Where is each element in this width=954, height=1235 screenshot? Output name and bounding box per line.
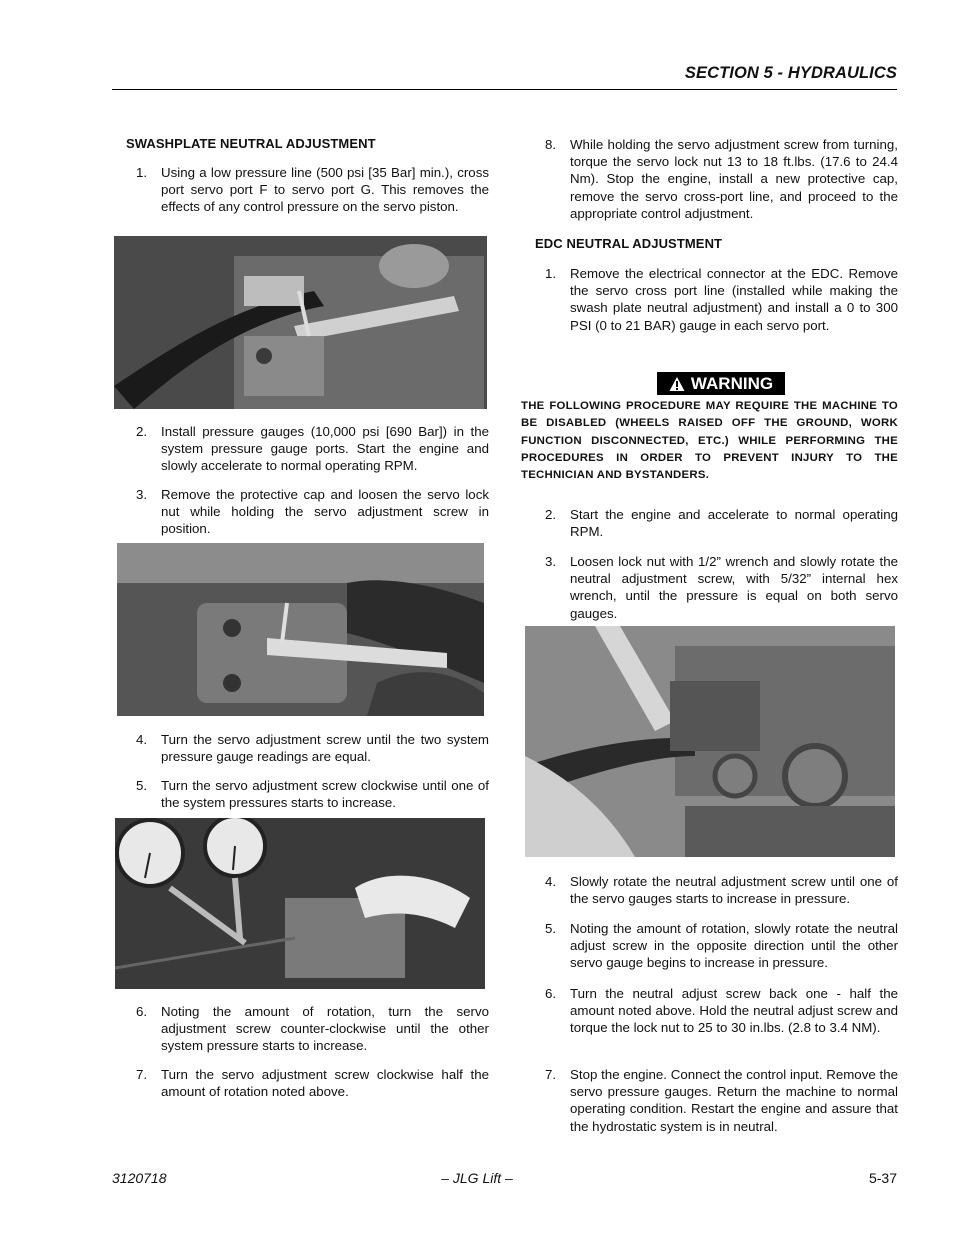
step-number: 6. [136, 1004, 148, 1019]
step-number: 1. [136, 165, 148, 180]
section-title: SECTION 5 - HYDRAULICS [684, 64, 897, 82]
right-step-1 [521, 265, 898, 334]
step-text: Turn the neutral adjust screw back one - half the amount noted above. Hold the neutral adjust screw and torque the lock nut to 25 to 30 in.lbs. (2.8 to 3.4 NM). [570, 986, 898, 1036]
right-step-3 [521, 553, 898, 622]
swashplate-heading: SWASHPLATE NEUTRAL ADJUSTMENT [126, 136, 376, 151]
warning-text: THE FOLLOWING PROCEDURE MAY REQUIRE THE MACHINE TO BE DISABLED (WHEELS RAISED OFF THE GROUND, WORK FUNCTION DISCONNECTED, ETC.) WHILE PERFORMING THE PROCEDURES IN ORDER TO PREVENT INJURY TO THE TECHNICIAN AND BYSTANDERS. [521, 400, 898, 482]
step-number: 2. [545, 507, 557, 522]
step-number: 5. [136, 778, 148, 793]
right-step-7 [521, 1066, 898, 1135]
servo-lock-nut-photo [117, 543, 484, 716]
step-number: 4. [136, 732, 148, 747]
left-step-4 [112, 731, 489, 765]
right-step-4 [521, 873, 898, 907]
step-number: 5. [545, 921, 557, 936]
edc-adjustment-photo [525, 626, 895, 857]
left-step-1 [112, 164, 489, 216]
step-text: Stop the engine. Connect the control input. Remove the servo pressure gauges. Return the machine to normal operating condition. Restart the engine and assure that the hydrostatic system is in neutral. [570, 1067, 898, 1134]
step-text: Noting the amount of rotation, turn the servo adjustment screw counter-clockwise until the other system pressure starts to increase. [161, 1004, 489, 1054]
step-number: 2. [136, 424, 148, 439]
step-text: Noting the amount of rotation, slowly rotate the neutral adjust screw in the opposite direction until the other servo gauge begins to increase in pressure. [570, 921, 898, 971]
warning-label-text: WARNING [690, 373, 774, 393]
step-number: 6. [545, 986, 557, 1001]
step-number: 4. [545, 874, 557, 889]
left-step-7 [112, 1066, 489, 1100]
step-text: Using a low pressure line (500 psi [35 Bar] min.), cross port servo port F to servo port G. This removes the effects of any control pressure on the servo piston. [161, 165, 489, 215]
edc-heading: EDC NEUTRAL ADJUSTMENT [535, 236, 723, 251]
step-text: Remove the protective cap and loosen the servo lock nut while holding the servo adjustment screw in position. [161, 487, 489, 537]
warning-label [657, 372, 785, 395]
step-text: While holding the servo adjustment screw from turning, torque the servo lock nut 13 to 18 ft.lbs. (17.6 to 24.4 Nm). Stop the engine, install a new protective cap, remove the servo cross-port line, and proceed to the appropriate control adjustment. [570, 137, 898, 221]
step-number: 7. [136, 1067, 148, 1082]
step-number: 8. [545, 137, 557, 152]
step-number: 1. [545, 266, 557, 281]
step-text: Turn the servo adjustment screw clockwise until one of the system pressures starts to increase. [161, 778, 489, 811]
pressure-gauges-photo [115, 818, 485, 989]
footer-publisher: – JLG Lift – [441, 1170, 513, 1186]
header-rule [112, 89, 897, 90]
step-text: Install pressure gauges (10,000 psi [690 Bar]) in the system pressure gauge ports. Start the engine and slowly accelerate to normal operating RPM. [161, 424, 489, 474]
right-step-2 [521, 506, 898, 540]
servo-cross-port-photo [114, 236, 487, 409]
step-text: Start the engine and accelerate to normal operating RPM. [570, 507, 898, 540]
left-step-3 [112, 486, 489, 538]
step-number: 7. [545, 1067, 557, 1082]
step-text: Loosen lock nut with 1/2” wrench and slowly rotate the neutral adjustment screw, with 5/32” internal hex wrench, until the pressure is equal on both servo gauges. [570, 554, 898, 621]
footer-page-number: 5-37 [868, 1170, 897, 1186]
step-text: Turn the servo adjustment screw clockwise half the amount of rotation noted above. [161, 1067, 489, 1100]
warning-triangle-icon [669, 376, 685, 392]
left-step-5 [112, 777, 489, 811]
step-text: Remove the electrical connector at the EDC. Remove the servo cross port line (installed while making the swash plate neutral adjustment) and install a 0 to 300 PSI (0 to 21 BAR) gauge in each servo port. [570, 266, 898, 333]
footer-doc-number: 3120718 [112, 1170, 167, 1186]
left-step-6 [112, 1003, 489, 1055]
right-step-5 [521, 920, 898, 972]
right-step-8 [521, 136, 898, 222]
step-number: 3. [136, 487, 148, 502]
left-step-2 [112, 423, 489, 475]
right-step-6 [521, 985, 898, 1037]
step-number: 3. [545, 554, 557, 569]
step-text: Turn the servo adjustment screw until the two system pressure gauge readings are equal. [161, 732, 489, 765]
step-text: Slowly rotate the neutral adjustment screw until one of the servo gauges starts to increase in pressure. [570, 874, 898, 907]
